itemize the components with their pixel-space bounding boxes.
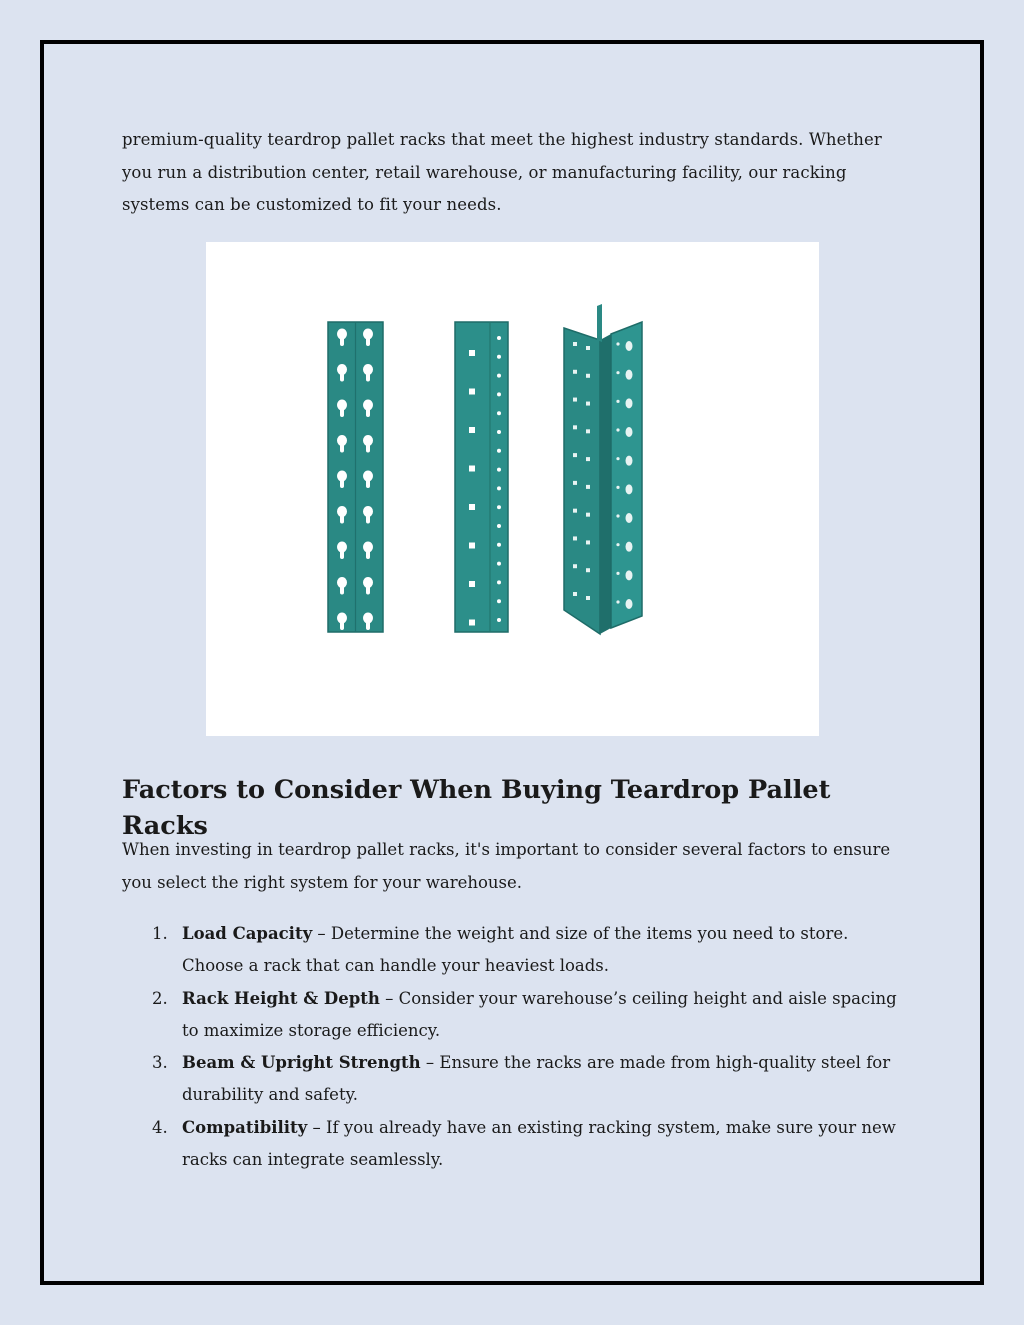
factor-title: Rack Height & Depth [182,988,380,1008]
list-item [122,1047,902,1112]
factors-list [122,918,902,1176]
list-number: 4. [152,1117,168,1137]
teardrop-rack-image [206,242,819,736]
factor-text: – Consider your warehouse’s ceiling height and aisle spacing to maximize storage efficiency. [182,988,897,1040]
factor-text: – Ensure the racks are made from high-quality steel for durability and safety. [182,1053,891,1105]
list-item [122,983,902,1048]
teardrop-upright-columns-icon [206,242,819,736]
upright-side-view [455,322,508,632]
page-frame [40,40,984,1285]
factor-title: Load Capacity [182,924,313,943]
list-number: 3. [152,1053,168,1073]
list-number: 1. [152,924,168,943]
factor-title: Compatibility [182,1117,308,1137]
upright-front-view [328,322,383,632]
page-content [122,124,902,222]
factor-text: – If you already have an existing racking system, make sure your new racks can integrate seamlessly. [182,1117,896,1170]
intro-paragraph: premium-quality teardrop pallet racks that meet the highest industry standards. Whether you run a distribution center, retail warehouse, or manufacturing facility, our racking systems can be customized to fit your needs. [122,130,882,214]
list-item [122,918,902,983]
list-number: 2. [152,988,168,1008]
section-paragraph: When investing in teardrop pallet racks, it's important to consider several factors to ensure you select the right system for your warehouse. [122,840,891,892]
list-item [122,1112,902,1177]
factor-title: Beam & Upright Strength [182,1053,421,1073]
upright-perspective-view [564,304,642,634]
section-heading: Factors to Consider When Buying Teardrop Pallet Racks [122,775,831,841]
factor-text: – Determine the weight and size of the items you need to store. Choose a rack that can handle your heaviest loads. [182,924,849,976]
